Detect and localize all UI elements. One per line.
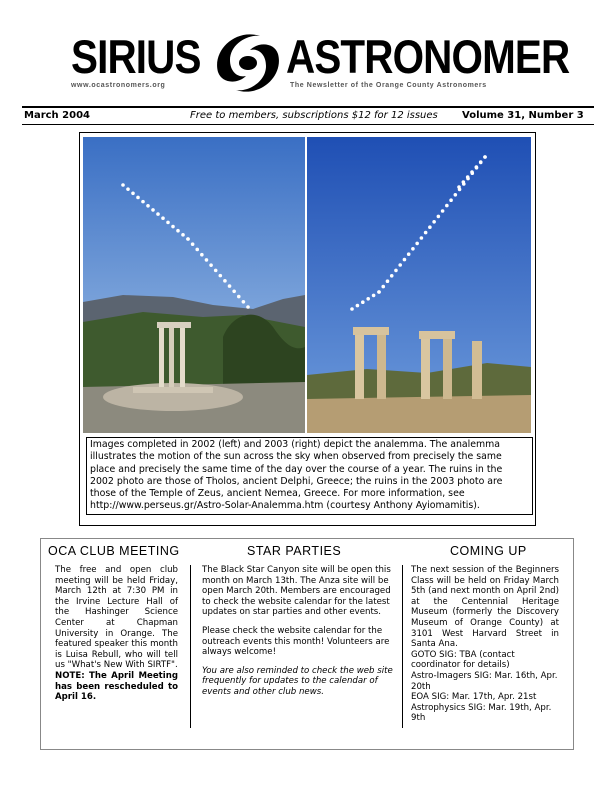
sun-dot [131, 192, 135, 196]
star-parties-para-1: The Black Star Canyon site will be open this month on March 13th. The Anza site will be open March 20th. Members are encouraged to check the website calendar for the latest updates on star parties and other events. [202, 565, 391, 618]
column-divider-left [190, 565, 191, 728]
sun-dot [411, 247, 415, 251]
sun-dot [121, 183, 125, 187]
sun-dot [181, 233, 185, 237]
coming-up-heading: COMING UP [450, 544, 527, 558]
masthead-title-right: ASTRONOMER [286, 30, 570, 83]
sun-dot [186, 237, 190, 241]
cover-photo-frame [79, 132, 536, 526]
column-divider-right [402, 565, 403, 728]
masthead-tagline: The Newsletter of the Orange County Astronomers [290, 82, 487, 89]
issue-date: March 2004 [24, 110, 90, 121]
sun-dot [441, 209, 445, 213]
sun-dot [166, 221, 170, 225]
cover-photo-left [83, 137, 305, 433]
sun-dot [191, 242, 195, 246]
sun-dot [242, 300, 246, 304]
sun-dot [136, 196, 140, 200]
sun-dot [407, 252, 411, 256]
sun-dot [437, 215, 441, 219]
sun-dot [195, 248, 199, 252]
star-parties-para-3: You are also reminded to check the web site frequently for updates to the calendar of events and other club news. [202, 665, 393, 697]
coming-up-item: Astrophysics SIG: Mar. 19th, Apr. 9th [411, 702, 552, 724]
sun-dot [176, 229, 180, 233]
sun-dot [209, 263, 213, 267]
sun-dot [156, 212, 160, 216]
sun-dot [462, 180, 466, 184]
oca-meeting-column [55, 565, 178, 703]
sun-dot [237, 295, 241, 299]
sun-dot [424, 231, 428, 235]
sun-dot [415, 242, 419, 246]
sun-dot [171, 225, 175, 229]
masthead-rule-bottom [22, 124, 594, 125]
sun-dot [428, 225, 432, 229]
sun-dot [228, 284, 232, 288]
sun-dot [454, 193, 458, 197]
sun-dot [449, 198, 453, 202]
cover-caption: Images completed in 2002 (left) and 2003 (right) depict the analemma. The analemma illustrates the motion of the sun across the sky when observed from precisely the same place and precisely the same time of the day over the course of a year. The ruins in the 2002 photo are those of Tholos, ancient Delphi, Greece; the ruins in the 2003 photo are those of the Temple of Zeus, ancient Nemea, Greece. For more information, see http://www.perseus.gr/Astro-Solar-Analemma.htm (courtesy Anthony Ayiomamitis). [86, 437, 533, 515]
star-parties-column [202, 565, 394, 706]
sun-dot [479, 160, 483, 164]
sun-dot [403, 258, 407, 262]
subscription-note: Free to members, subscriptions $12 for 12 issues [190, 110, 438, 121]
coming-up-item: EOA SIG: Mar. 17th, Apr. 21st [411, 692, 537, 703]
sun-dot [146, 204, 150, 208]
sun-dot [457, 185, 461, 189]
sun-dot [377, 290, 381, 294]
sun-dot [420, 236, 424, 240]
masthead-title-left: SIRIUS [71, 30, 201, 83]
sun-dot [386, 279, 390, 283]
coming-up-item: Astro-Imagers SIG: Mar. 16th, Apr. 20th [411, 670, 558, 692]
issue-volume: Volume 31, Number 3 [462, 110, 584, 121]
sun-dot [205, 258, 209, 262]
sun-dot [151, 208, 155, 212]
sun-dot [232, 290, 236, 294]
sun-dot [381, 285, 385, 289]
sirius-logo-icon [208, 26, 288, 100]
sun-dot [394, 269, 398, 273]
masthead-website: www.ocastronomers.org [71, 82, 166, 89]
sun-dot [466, 175, 470, 179]
sun-dot [223, 279, 227, 283]
oca-meeting-heading: OCA CLUB MEETING [48, 544, 180, 558]
coming-up-item: GOTO SIG: TBA (contact coordinator for details) [411, 649, 515, 671]
sun-dot [214, 269, 218, 273]
sun-dot [246, 305, 250, 309]
sun-dot [432, 220, 436, 224]
sun-dot [356, 304, 360, 308]
sun-dot [350, 307, 354, 311]
sun-dot [200, 253, 204, 257]
star-parties-para-2: Please check the website calendar for the outreach events this month! Volunteers are always welcome! [202, 625, 390, 658]
coming-up-column [411, 565, 559, 724]
sun-dot [483, 155, 487, 159]
sun-dot [475, 165, 479, 169]
sun-dot [372, 294, 376, 298]
oca-meeting-body: The free and open club meeting will be held Friday, March 12th at 7:30 PM in the Irvine Lecture Hall of the Hashinger Science Center at Chapman University in Orange. The featured speaker this month is Luisa Rebull, who will tell us "What's New With SIRTF". [55, 565, 178, 671]
sun-dot [161, 216, 165, 220]
sun-dot [141, 200, 145, 204]
masthead-rule-top [22, 106, 594, 108]
sun-dot [445, 204, 449, 208]
sun-dot [126, 187, 130, 191]
star-parties-heading: STAR PARTIES [247, 544, 342, 558]
sun-dot [398, 263, 402, 267]
sun-dot [361, 300, 365, 304]
sun-dot [366, 297, 370, 301]
oca-meeting-note: NOTE: The April Meeting has been rescheduled to April 16. [55, 670, 178, 703]
sun-dot [390, 274, 394, 278]
cover-photo-right [307, 137, 531, 433]
sun-dot [470, 170, 474, 174]
coming-up-intro: The next session of the Beginners Class will be held on Friday March 5th (and next month on April 2nd) at the Centennial Heritage Museum (formerly the Discovery Museum of Orange County) at 3101 West Harvard Street in Santa Ana. [411, 565, 559, 650]
sun-dot [219, 274, 223, 278]
